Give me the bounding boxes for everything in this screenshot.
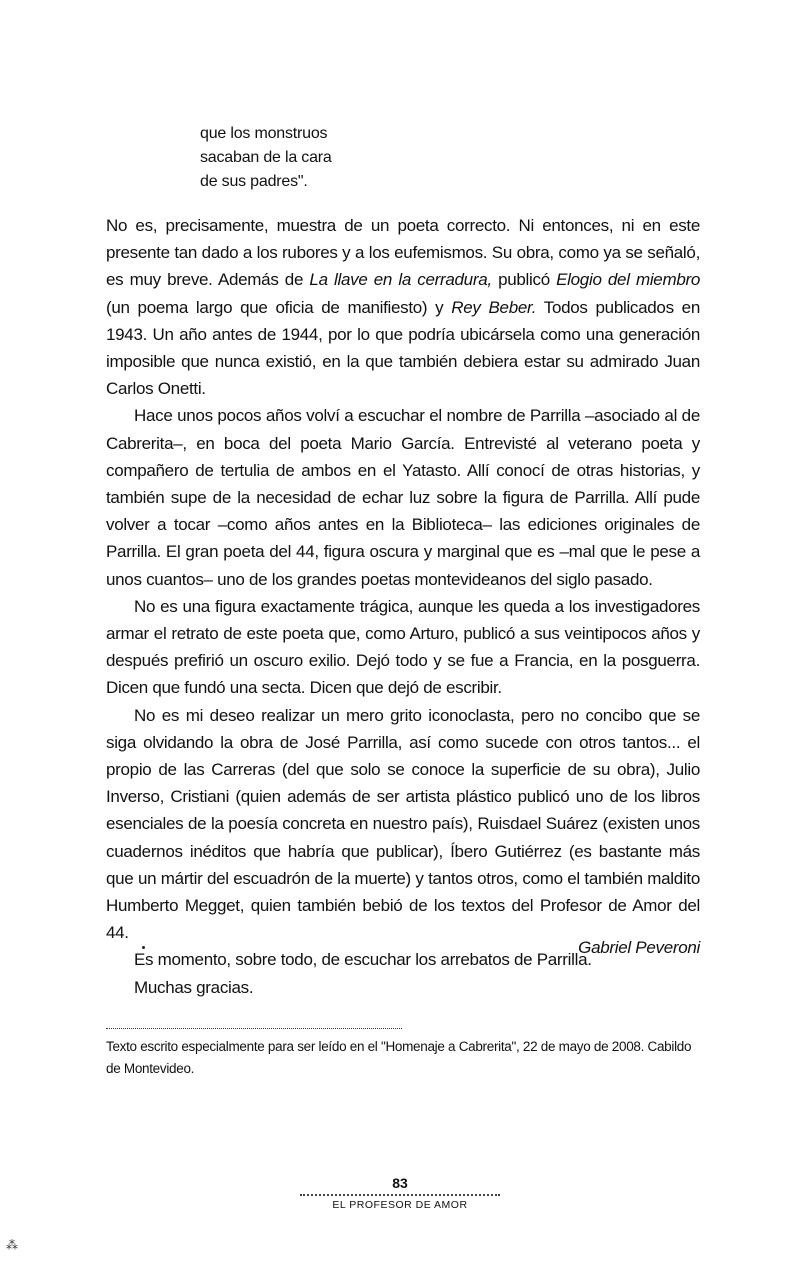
paragraph-5: Es momento, sobre todo, de escuchar los arrebatos de Parrilla.	[134, 950, 592, 970]
book-title: Elogio del miembro	[556, 270, 700, 290]
scan-mark-icon: ⁂	[6, 1238, 18, 1252]
body-text	[106, 212, 700, 1001]
paragraph-6: Muchas gracias.	[134, 977, 254, 997]
poem-quote	[200, 122, 332, 194]
footer-divider	[300, 1194, 500, 1196]
poem-line: de sus padres".	[200, 173, 308, 190]
footnote-divider	[106, 1028, 402, 1029]
poem-line: que los monstruos	[200, 125, 328, 142]
footnote: Texto escrito especialmente para ser leído en el "Homenaje a Cabrerita", 22 de mayo de 2008. Cabildo de Montevideo.	[106, 1039, 692, 1076]
book-title: Rey Beber.	[451, 297, 537, 317]
paragraph-2: Hace unos pocos años volví a escuchar el nombre de Parrilla –asociado al de Cabrerita–, en boca del poeta Mario García. Entrevisté al veterano poeta y compañero de tertulia de ambos en el Yatasto. Allí conocí de otras historias, y también supe de la necesidad de echar luz sobre la figura de Parrilla. Allí pude volver a tocar –como años antes en la Biblioteca– las ediciones originales de Parrilla. El gran poeta del 44, figura oscura y marginal que es –mal que le pese a unos cuantos– uno de los grandes poetas montevideanos del siglo pasado.	[106, 406, 700, 589]
paragraph-1: No es, precisamente, muestra de un poeta correcto. Ni entonces, ni en este presente tan dado a los rubores y a los eufemismos. Su obra, como ya se señaló, es muy breve. Además de La llave en la cerradura, publicó Elogio del miembro (un poema largo que oficia de manifiesto) y Rey Beber. Todos publicados en 1943. Un año antes de 1944, por lo que podría ubicársela como una generación imposible que nunca existió, en la que también debiera estar su admirado Juan Carlos Onetti.	[106, 216, 700, 399]
author-signature: Gabriel Peveroni	[578, 938, 700, 957]
book-title: La llave en la cerradura,	[309, 270, 492, 290]
paragraph-3: No es una figura exactamente trágica, aunque les queda a los investigadores armar el retrato de este poeta que, como Arturo, publicó a sus veintipocos años y después prefirió un oscuro exilio. Dejó todo y se fue a Francia, en la posguerra. Dicen que fundó una secta. Dicen que dejó de escribir.	[106, 596, 700, 698]
stray-dot	[142, 946, 145, 949]
running-footer-title: EL PROFESOR DE AMOR	[332, 1199, 468, 1211]
poem-line: sacaban de la cara	[200, 149, 332, 166]
paragraph-4: No es mi deseo realizar un mero grito iconoclasta, pero no concibo que se siga olvidando la obra de José Parrilla, así como sucede con otros tantos... el propio de las Carreras (del que solo se conoce la superficie de su obra), Julio Inverso, Cristiani (quien además de ser artista plástico publicó uno de los libros esenciales de la poesía concreta en nuestro país), Ruisdael Suárez (existen unos cuadernos inéditos que habría que publicar), Íbero Gutiérrez (es bastante más que un mártir del escuadrón de la muerte) y tantos otros, como el también maldito Humberto Megget, quien también bebió de los textos del Profesor de Amor del 44.	[106, 705, 700, 943]
page-number: 83	[392, 1175, 408, 1191]
